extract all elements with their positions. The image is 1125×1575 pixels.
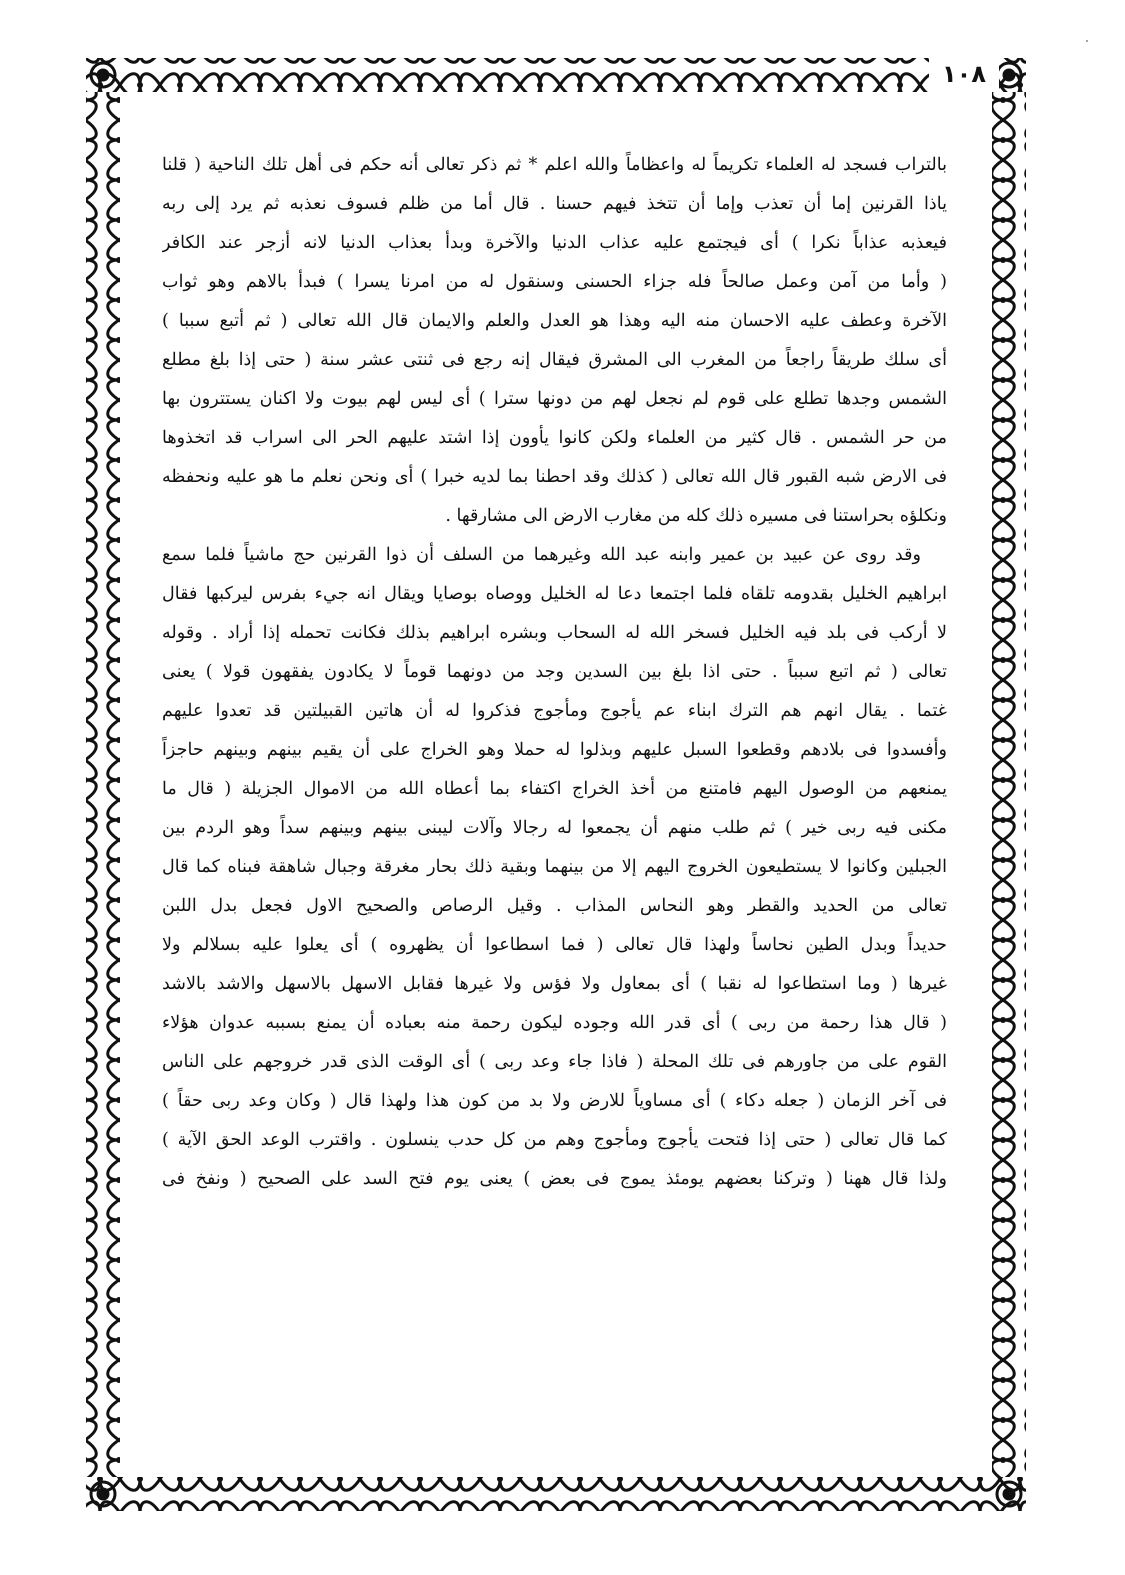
text-line: يمنعهم من الوصول اليهم فامتنع من أخذ الخراج اكتفاء بما أعطاه الله من الاموال الجزيلة ( قال ما xyxy=(162,779,947,799)
text-line: الجبلين وكانوا لا يستطيعون الخروج اليهم إلا من بينهما وبقية ذلك بحار مغرقة وجبال شاهقة فبناه كما قال xyxy=(162,857,947,877)
text-line: القوم على من جاورهم فى تلك المحلة ( فاذا جاء وعد ربى ) أى الوقت الذى قدر خروجهم على الناس xyxy=(162,1052,947,1072)
scan-speck xyxy=(1086,40,1088,42)
text-line: لا أركب فى بلد فيه الخليل فسخر الله له السحاب وبشره ابراهيم بذلك فكانت تحمله إذا أراد . وقوله xyxy=(162,623,947,643)
text-line: تعالى ( ثم اتبع سبباً . حتى اذا بلغ بين السدين وجد من دونهما قوماً لا يكادون يفقهون قولا ) يعنى xyxy=(162,662,947,682)
text-line: الشمس وجدها تطلع على قوم لم نجعل لهم من دونها سترا ) أى ليس لهم بيوت ولا اكنان يستترون بها xyxy=(162,389,947,409)
border-left xyxy=(86,92,120,1477)
text-line: مكنى فيه ربى خير ) ثم طلب منهم أن يجمعوا له رجالا وآلات ليبنى بينهم وبينهم سداً وهو الردم بين xyxy=(162,818,947,838)
border-top xyxy=(86,58,1026,92)
text-line: ابراهيم الخليل بقدومه تلقاه فلما اجتمعا دعا له الخليل ووصاه بوصايا ويقال انه جيء بفرس ليركبها فقال xyxy=(162,584,947,604)
text-line: تعالى من الحديد والقطر وهو النحاس المذاب . وقيل الرصاص والصحيح الاول فجعل بدل اللبن xyxy=(162,896,947,916)
text-line: غتما . يقال انهم هم الترك ابناء عم يأجوج ومأجوج فذكروا له أن هاتين القبيلتين قد تعدوا عليهم xyxy=(162,701,947,721)
text-line: الآخرة وعطف عليه الاحسان منه اليه وهذا هو العدل والعلم والايمان قال الله تعالى ( ثم أتبع سببا ) xyxy=(162,311,947,331)
text-line: حديداً وبدل الطين نحاساً ولهذا قال تعالى ( فما اسطاعوا أن يظهروه ) أى يعلوا عليه بسلالم ولا xyxy=(162,935,947,955)
page-number: ١٠٨ xyxy=(929,56,999,92)
border-bottom xyxy=(86,1477,1026,1511)
text-line: من حر الشمس . قال كثير من العلماء ولكن كانوا يأوون إذا اشتد عليهم الحر الى اسراب قد اتخذوها xyxy=(162,428,947,448)
paragraph-start-line: وقد روى عن عبيد بن عمير وابنه عبد الله وغيرهما من السلف أن ذوا القرنين حج ماشياً فلما سمع xyxy=(162,545,921,565)
border-right xyxy=(992,92,1026,1477)
text-line: ( وأما من آمن وعمل صالحاً فله جزاء الحسنى وسنقول له من امرنا يسرا ) فبدأ بالاهم وهو ثواب xyxy=(162,272,947,292)
text-line: ( قال هذا رحمة من ربى ) أى قدر الله وجوده ليكون رحمة منه بعباده أن يمنع بسببه عدوان هؤلاء xyxy=(162,1013,947,1033)
body-text xyxy=(162,146,947,1468)
paragraph-end-line: ونكلؤه بحراستنا فى مسيره ذلك كله من مغارب الارض الى مشارقها . xyxy=(445,506,947,526)
text-line: فى آخر الزمان ( جعله دكاء ) أى مساوياً للارض ولا بد من كون هذا ولهذا قال ( وكان وعد ربى حقاً ) xyxy=(162,1091,947,1111)
text-line: كما قال تعالى ( حتى إذا فتحت يأجوج ومأجوج وهم من كل حدب ينسلون . واقترب الوعد الحق الآية ) xyxy=(162,1130,947,1150)
text-line: بالتراب فسجد له العلماء تكريماً له واعظاماً والله اعلم * ثم ذكر تعالى أنه حكم فى أهل تلك الناحية ( قلنا xyxy=(162,155,947,175)
text-line: وأفسدوا فى بلادهم وقطعوا السبل عليهم وبذلوا له حملا وهو الخراج على أن يقيم بينهم وبينهم حاجزاً xyxy=(162,740,947,760)
text-line: ياذا القرنين إما أن تعذب وإما أن تتخذ فيهم حسنا . قال أما من ظلم فسوف نعذبه ثم يرد إلى ربه xyxy=(162,194,947,214)
text-line: أى سلك طريقاً راجعاً من المغرب الى المشرق فيقال إنه رجع فى ثنتى عشر سنة ( حتى إذا بلغ مطلع xyxy=(162,350,947,370)
text-line: فى الارض شبه القبور قال الله تعالى ( كذلك وقد احطنا بما لديه خبرا ) أى ونحن نعلم ما هو عليه ونحفظه xyxy=(162,467,947,487)
text-line: ولذا قال ههنا ( وتركنا بعضهم يومئذ يموج فى بعض ) يعنى يوم فتح السد على الصحيح ( ونفخ فى xyxy=(162,1169,947,1189)
text-line: فيعذبه عذاباً نكرا ) أى فيجتمع عليه عذاب الدنيا والآخرة وبدأ بعذاب الدنيا لانه أزجر عند الكافر xyxy=(162,233,947,253)
text-line: غيرها ( وما استطاعوا له نقبا ) أى بمعاول ولا فؤس ولا غيرها فقابل الاسهل بالاسهل والاشد بالاشد xyxy=(162,974,947,994)
